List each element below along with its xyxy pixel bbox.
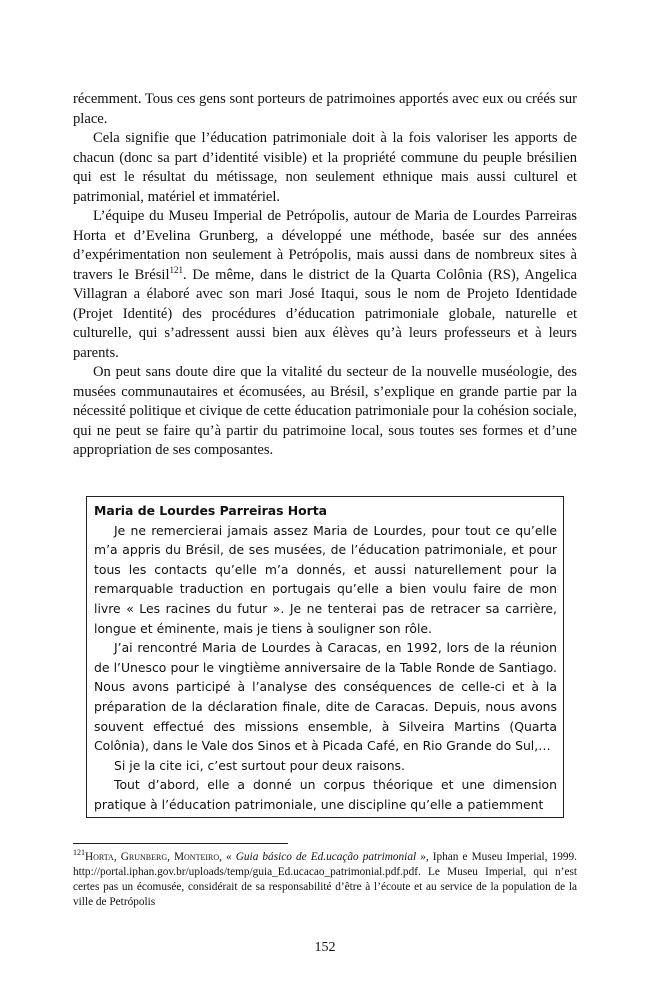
box-paragraph-3: Si je la cite ici, c’est surtout pour deux raisons. [114, 757, 405, 773]
paragraph-4: On peut sans doute dire que la vitalité du secteur de la nouvelle muséologie, des musées communautaires et écomusées, au Brésil, s’explique en grande partie par la nécessité politique et civique de cette éducation patrimoniale pour la cohésion sociale, qui ne peut se faire qu’à partir du patrimoine local, sous toutes ses formes et d’une appropriation de ses composantes. [73, 364, 577, 458]
main-text [73, 90, 577, 461]
paragraph-1: récemment. Tous ces gens sont porteurs de patrimoines apportés avec eux ou créés sur place. [73, 91, 577, 127]
paragraph-3-end: . De même, dans le district de la Quarta Colônia (RS), Angelica Villagran a élaboré avec son mari José Itaqui, sous le nom de Projeto Identidade (Projet Identité) des procédures d’éducation patrimoniale globale, naturelle et culturelle, qui s’adressent aussi bien aux élèves qu’à leurs professeurs et à leurs parents. [73, 266, 577, 361]
page-number: 152 [314, 940, 336, 955]
footnote-title: Guia básico de Ed.ucação patrimonial [235, 851, 417, 863]
paragraph-2: Cela signifie que l’éducation patrimoniale doit à la fois valoriser les apports de chacun (donc sa part d’identité visible) et la propriété commune du peuple brésilien qui est le résultat du métissage, non seulement ethnique mais aussi culturel et patrimonial, matériel et immatériel. [73, 130, 577, 205]
footnote-121 [73, 850, 577, 910]
tribute-box [86, 496, 564, 818]
footnote-divider [73, 843, 288, 844]
footnote-authors: Horta, Grunberg, Monteiro [85, 851, 220, 863]
box-paragraph-4: Tout d’abord, elle a donné un corpus théorique et une dimension pratique à l’éducation patrimoniale, une discipline qu’elle a patiemment [94, 777, 557, 812]
paragraph-3-start: L’équipe du Museu Imperial de Petrópolis, autour de Maria de Lourdes Parreiras Horta et d’Evelina Grunberg, a développé une méthode, basée sur des années d’expérimentation non seulement à Petrópolis, mais aussi dans de nombreux sites à travers le Brésil [73, 208, 577, 283]
footnote-rest: », Iphan e Museu Imperial, 1999. http://portal.iphan.gov.br/uploads/temp/guia_Ed.ucacao_patrimonial.pdf.pdf. Le Museu Imperial, qui n’est certes pas un écomusée, considérait de sa responsabilité d’être à l’écoute et au service de la population de la ville de Petrópolis [73, 851, 577, 908]
paragraph-3 [73, 207, 577, 363]
box-paragraph-1: Je ne remercierai jamais assez Maria de Lourdes, pour tout ce qu’elle m’a appris du Brésil, de ses musées, de l’éducation patrimoniale, et pour tous les contacts qu’elle m’a donnés, et aussi naturellement pour la remarquable traduction en portugais qu’elle a bien voulu faire de mon livre « Les racines du futur ». Je ne tenterai pas de retracer sa carrière, longue et éminente, mais je tiens à souligner son rôle. [94, 522, 557, 636]
box-title: Maria de Lourdes Parreiras Horta [94, 503, 328, 518]
box-paragraph-2: J’ai rencontré Maria de Lourdes à Caracas, en 1992, lors de la réunion de l’Unesco pour le vingtième anniversaire de la Table Ronde de Santiago. Nous avons participé à l’analyse des conséquences de celle-ci et à la préparation de la déclaration finale, dite de Caracas. Depuis, nous avons souvent effectué des missions ensemble, à Silveira Martins (Quarta Colônia), dans le Vale dos Sinos et à Picada Café, en Rio Grande do Sul,… [94, 640, 557, 754]
footnote-ref-121[interactable]: 121 [169, 264, 184, 275]
footnote-open-quote: , « [219, 851, 236, 863]
footnote-number: 121 [73, 848, 85, 858]
